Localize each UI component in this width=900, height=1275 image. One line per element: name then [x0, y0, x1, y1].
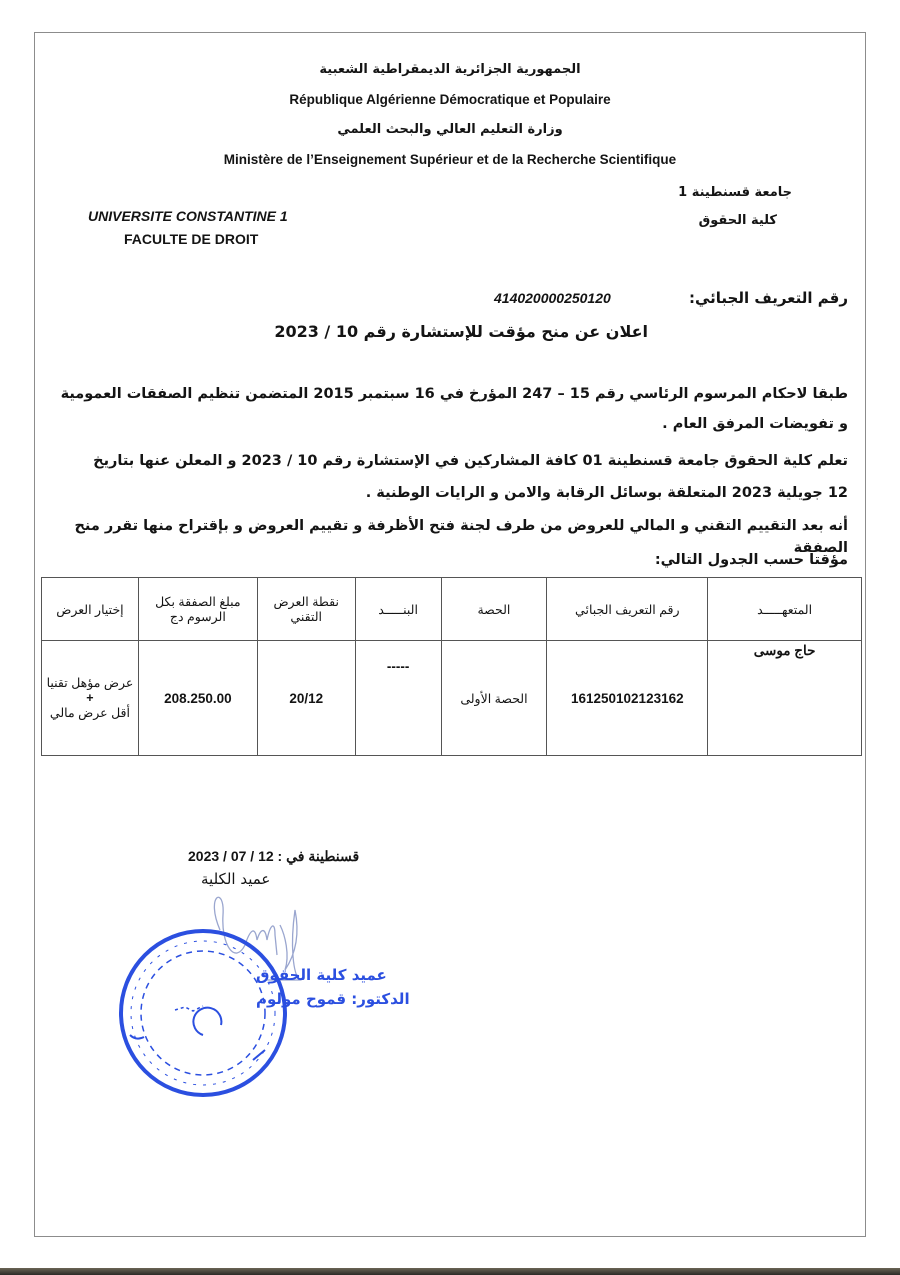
header-lot: الحصة: [441, 578, 547, 641]
tax-id-value: 414020000250120: [494, 290, 611, 306]
university-arabic: جامعة قسنطينة 1: [678, 185, 792, 200]
stamp-text-name-line: الدكتور: قموح مولوم: [256, 990, 410, 1008]
cell-offer-choice: [42, 641, 139, 756]
cell-technical-score: 20/12: [257, 641, 355, 756]
announcement-title: اعلان عن منح مؤقت للإستشارة رقم 10 / 2023: [274, 322, 648, 341]
ministry-french: Ministère de l’Enseignement Supérieur et de la Recherche Scientifique: [223, 152, 677, 167]
round-seal: [121, 931, 285, 1095]
cell-tax-id: 161250102123162: [547, 641, 708, 756]
body-paragraph-3-line-1: أنه بعد التقييم التقني و المالي للعروض من طرف لجنة فتح الأظرفة و تقييم العروض و بإقتراح منها تقرر منح الصفقة: [74, 518, 848, 556]
table-row: [42, 641, 862, 756]
choice-plus: +: [86, 690, 94, 705]
republic-french: République Algérienne Démocratique et Populaire: [289, 92, 611, 107]
university-french: UNIVERSITE CONSTANTINE 1: [88, 208, 288, 224]
choice-line-1: عرض مؤهل تقنيا: [46, 675, 134, 690]
dean-title: عميد الكلية: [201, 870, 271, 888]
header-item: البنـــــد: [355, 578, 441, 641]
body-paragraph-1-line-1: طبقا لاحكام المرسوم الرئاسي رقم 15 – 247 المؤرخ في 16 سبتمبر 2015 المتضمن تنظيم الصفقات العمومية: [60, 386, 848, 402]
table-header-row: [42, 578, 862, 641]
stamp-text-dean-line: عميد كلية الحقوق: [256, 966, 387, 984]
award-table: [41, 577, 862, 756]
body-paragraph-1-line-2: و تفويضات المرفق العام .: [662, 416, 848, 432]
body-paragraph-2-line-2: 12 جويلية 2023 المتعلقة بوسائل الرقابة والامن و الرايات الوطنية .: [365, 485, 848, 501]
faculty-french: FACULTE DE DROIT: [124, 231, 259, 247]
scan-bottom-edge: [0, 1268, 900, 1275]
body-paragraph-3-line-2: مؤقتا حسب الجدول التالي:: [654, 552, 848, 568]
header-bidder: المتعهـــــد: [708, 578, 862, 641]
ministry-arabic: وزارة التعليم العالي والبحث العلمي: [337, 122, 563, 137]
cell-lot: الحصة الأولى: [441, 641, 547, 756]
republic-arabic: الجمهورية الجزائرية الديمقراطية الشعبية: [319, 62, 581, 77]
place-and-date: قسنطينة في : 12 / 07 / 2023: [188, 848, 360, 864]
header-offer-choice: إختيار العرض: [42, 578, 139, 641]
header-tax-id: رقم التعريف الجبائي: [547, 578, 708, 641]
header-amount: مبلغ الصفقة بكل الرسوم دج: [138, 578, 257, 641]
cell-item: -----: [355, 641, 441, 756]
choice-line-2: أقل عرض مالي: [49, 705, 130, 720]
cell-amount: 208.250.00: [138, 641, 257, 756]
cell-bidder: حاج موسى: [708, 641, 862, 756]
tax-id-label: رقم التعريف الجبائي:: [688, 289, 848, 307]
faculty-arabic: كلية الحقوق: [698, 213, 777, 228]
body-paragraph-2-line-1: تعلم كلية الحقوق جامعة قسنطينة 01 كافة المشاركين في الإستشارة رقم 10 / 2023 و المعلن عنها بتاريخ: [93, 453, 848, 469]
header-technical-score: نقطة العرض التقني: [257, 578, 355, 641]
